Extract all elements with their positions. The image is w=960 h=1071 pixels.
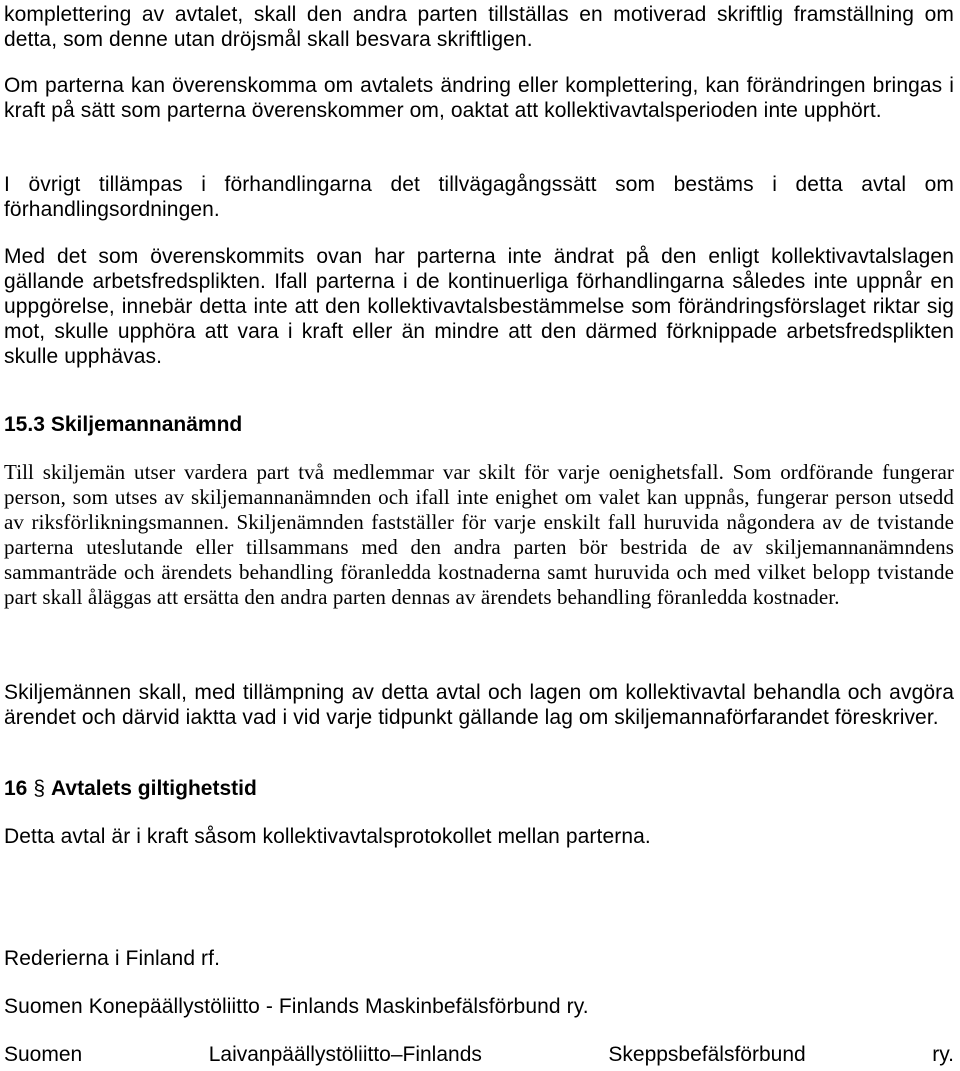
paragraph-amendment-request: komplettering av avtalet, skall den andra parten tillställas en motiverad skriftlig framställning om detta, som denne utan dröjsmål skall besvara skriftligen. xyxy=(4,3,954,51)
section-number: 15.3 xyxy=(4,413,45,436)
section-heading-arbitration-board xyxy=(4,412,242,437)
paragraph-negotiation-procedure: I övrigt tillämpas i förhandlingarna det tillvägagångssätt som bestäms i detta avtal om förhandlingsordningen. xyxy=(4,173,954,221)
signatory-konepaallystoliitto: Suomen Konepäällystöliitto - Finlands Maskinbefälsförbund ry. xyxy=(4,995,589,1018)
signatory-laivanpaallystoliitto xyxy=(4,1042,954,1067)
section-symbol: § xyxy=(33,777,46,800)
section-number: 16 xyxy=(4,777,28,800)
signatory-rederierna: Rederierna i Finland rf. xyxy=(4,947,220,970)
paragraph-validity: Detta avtal är i kraft såsom kollektivavtalsprotokollet mellan parterna. xyxy=(4,825,651,848)
signatory-word: Skeppsbefälsförbund xyxy=(608,1043,806,1066)
section-title: Skiljemannanämnd xyxy=(50,413,243,436)
section-title: Avtalets giltighetstid xyxy=(51,777,257,800)
signatory-word: ry. xyxy=(932,1043,954,1066)
paragraph-arbitration-handling: Skiljemännen skall, med tillämpning av detta avtal och lagen om kollektivavtal behandla och avgöra ärendet och därvid iaktta vad i vid varje tidpunkt gällande lag om skiljemannaförfarandet föreskriver. xyxy=(4,681,954,729)
paragraph-peace-obligation: Med det som överenskommits ovan har parterna inte ändrat på den enligt kollektivavtalslagen gällande arbetsfredsplikten. Ifall parterna i de kontinuerliga förhandlingarna således inte uppnår en uppgörelse, innebär detta inte att den kollektivavtalsbestämmelse som förändringsförslaget riktar sig mot, skulle upphöra att vara i kraft eller än mindre att den därmed förknippade arbetsfredsplikten skulle upphävas. xyxy=(4,245,954,368)
paragraph-amendment-agreement: Om parterna kan överenskomma om avtalets ändring eller komplettering, kan förändringen bringas i kraft på sätt som parterna överenskommer om, oaktat att kollektivavtalsperioden inte upphört. xyxy=(4,74,954,122)
section-heading-validity xyxy=(4,776,257,801)
signatory-word: Laivanpäällystöliitto–Finlands xyxy=(208,1043,482,1066)
paragraph-arbitrators: Till skiljemän utser vardera part två medlemmar var skilt för varje oenighetsfall. Som ordförande fungerar person, som utses av skiljemannanämnden och ifall inte enighet om valet kan uppnås, fungerar person utsedd av riksförlikningsmannen. Skiljenämnden fastställer för varje enskilt fall huruvida någondera av de tvistande parterna uteslutande eller tillsammans med den andra parten bör bestrida de av skiljemannanämndens sammanträde och ärendets behandling föranledda kostnaderna samt huruvida och med vilket belopp tvistande part skall åläggas att ersätta den andra parten dennas av ärendets behandling föranledda kostnader. xyxy=(4,460,954,609)
signatory-word: Suomen xyxy=(4,1043,83,1066)
